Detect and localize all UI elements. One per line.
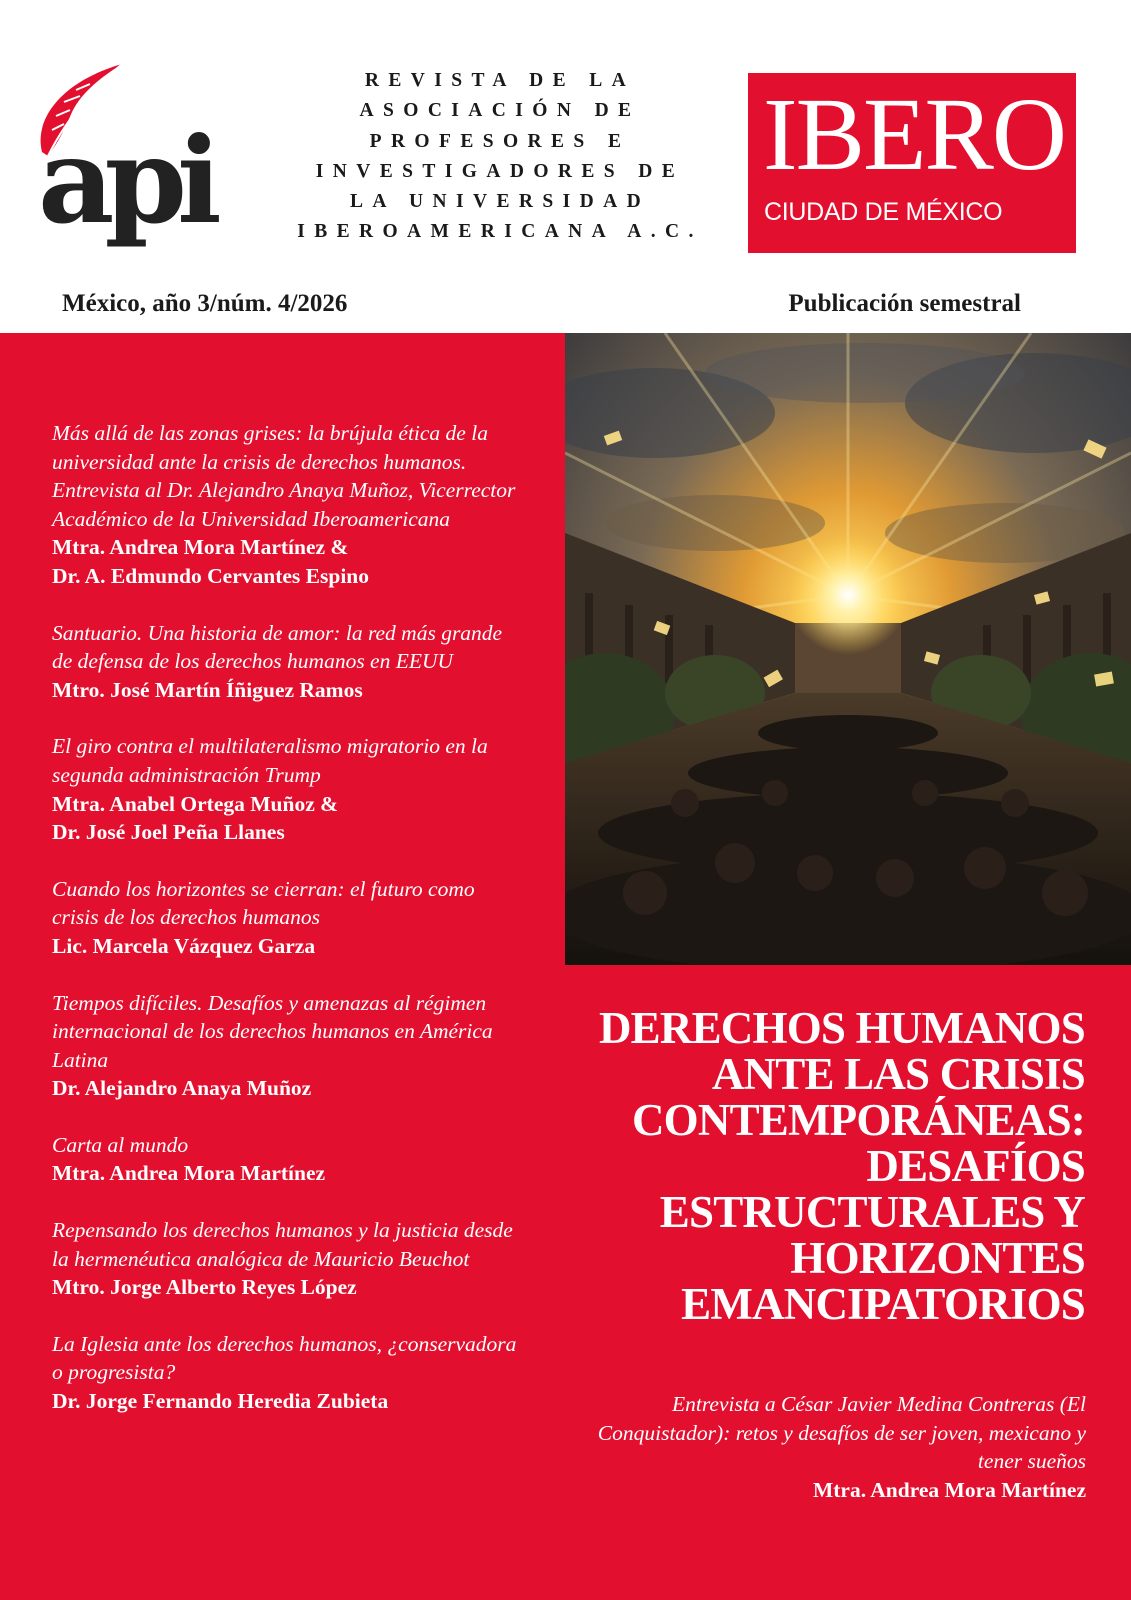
journal-title-line: PROFESORES E [369,130,631,152]
quill-logo-icon [30,60,265,250]
toc-article-authors: Mtra. Andrea Mora Martínez & Dr. A. Edmundo Cervantes Espino [52,535,369,588]
issue-main-title [540,1005,1085,1327]
api-logo [30,60,265,250]
publication-frequency: Publicación semestral [788,290,1021,317]
journal-title-line: ASOCIACIÓN DE [359,100,641,122]
journal-title-line: INVESTIGADORES DE [315,160,685,182]
main-title-line: DERECHOS HUMANOS [598,1003,1085,1053]
journal-title-line: REVISTA DE LA [364,70,636,91]
toc-article-authors: Mtro. Jorge Alberto Reyes López [52,1275,357,1300]
issue-number: México, año 3/núm. 4/2026 [62,290,348,317]
journal-title [268,66,732,248]
toc-article-title: Carta al mundo [52,1132,189,1157]
toc-article-title: Más allá de las zonas grises: la brújula ética de la universidad ante la crisis de derechos humanos. Entrevista al Dr. Alejandro Anaya Muñoz, Vicerrector Académico de la Universidad Iberoamericana [52,421,516,531]
toc-article-authors: Mtra. Anabel Ortega Muñoz & Dr. José Joel Peña Llanes [52,791,339,845]
toc-article-title: Repensando los derechos humanos y la justicia desde la hermenéutica analógica de Mauricio Beuchot [52,1218,513,1271]
toc-entry [52,875,522,961]
table-of-contents [52,419,522,1444]
toc-article-authors: Lic. Marcela Vázquez Garza [52,933,316,958]
ibero-city: CIUDAD DE MÉXICO [764,198,1003,226]
toc-entry [52,732,522,846]
cover-header [0,0,1131,333]
main-title-line: ESTRUCTURALES Y [659,1187,1085,1237]
toc-entry [52,989,522,1103]
toc-entry [52,1131,522,1188]
main-title-line: HORIZONTES [790,1233,1085,1283]
main-title-line: DESAFÍOS [866,1141,1085,1191]
toc-article-title: La Iglesia ante los derechos humanos, ¿conservadora o progresista? [52,1331,517,1385]
main-title-line: EMANCIPATORIOS [681,1279,1085,1329]
toc-article-title: Cuando los horizontes se cierran: el futuro como crisis de los derechos humanos [52,876,475,930]
cover-photo [565,333,1131,965]
toc-article-title: El giro contra el multilateralismo migratorio en la segunda administración Trump [52,734,488,787]
toc-entry [52,1330,522,1416]
toc-entry [52,419,522,591]
ibero-logo [748,73,1076,253]
api-logo-text: api [38,111,212,250]
featured-article [560,1390,1086,1504]
toc-article-authors: Dr. Jorge Fernando Heredia Zubieta [52,1389,389,1414]
toc-article-title: Santuario. Una historia de amor: la red más grande de defensa de los derechos humanos en EEUU [52,620,503,674]
toc-article-authors: Mtro. José Martín Íñiguez Ramos [52,677,363,702]
toc-article-authors: Mtra. Andrea Mora Martínez [52,1161,326,1186]
toc-entry [52,1216,522,1302]
crowd-sunset-image [565,333,1131,965]
main-title-line: CONTEMPORÁNEAS: [631,1095,1085,1145]
featured-article-title: Entrevista a César Javier Medina Contreras (El Conquistador): retos y desafíos de ser joven, mexicano y tener sueños [597,1392,1086,1474]
toc-article-title: Tiempos difíciles. Desafíos y amenazas al régimen internacional de los derechos humanos en América Latina [52,990,493,1072]
main-title-line: ANTE LAS CRISIS [711,1049,1085,1099]
ibero-wordmark: IBERO [763,77,1065,192]
toc-article-authors: Dr. Alejandro Anaya Muñoz [52,1076,312,1101]
toc-entry [52,619,522,705]
journal-title-line: IBEROAMERICANA A.C. [297,221,703,243]
journal-title-line: LA UNIVERSIDAD [349,191,651,213]
featured-article-author: Mtra. Andrea Mora Martínez [812,1477,1086,1502]
